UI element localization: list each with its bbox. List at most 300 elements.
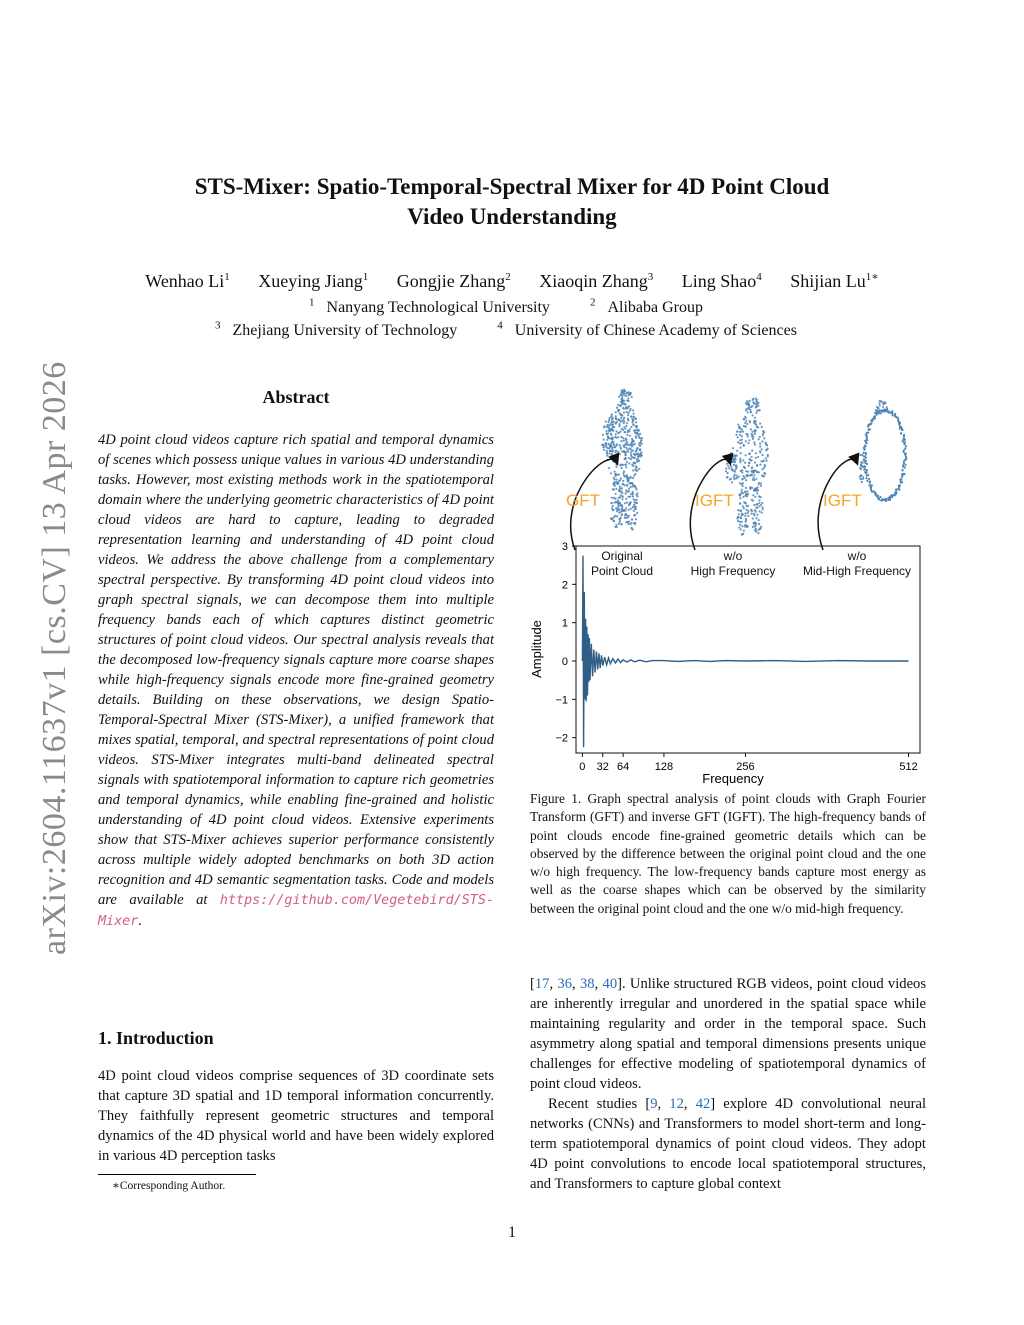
point: [741, 514, 743, 516]
point: [625, 466, 627, 468]
point: [622, 496, 624, 498]
point: [639, 437, 641, 439]
point: [615, 415, 617, 417]
point: [738, 527, 740, 529]
point: [623, 446, 625, 448]
point: [730, 452, 732, 454]
point: [625, 425, 627, 427]
point: [631, 527, 633, 529]
point: [634, 473, 636, 475]
x-axis-label: Frequency: [702, 771, 764, 786]
title-line-2: Video Understanding: [407, 204, 617, 229]
author-list: [60, 270, 964, 292]
point: [635, 466, 637, 468]
point: [747, 442, 749, 444]
point: [623, 411, 625, 413]
point: [611, 453, 613, 455]
point: [901, 476, 903, 478]
point: [624, 452, 626, 454]
point: [860, 461, 862, 463]
point: [903, 473, 905, 475]
point: [627, 431, 629, 433]
amplitude-line: [582, 556, 908, 748]
point: [630, 501, 632, 503]
point: [621, 414, 623, 416]
citation-link[interactable]: 36: [557, 976, 573, 992]
point: [875, 494, 877, 496]
point: [603, 439, 605, 441]
point: [633, 505, 635, 507]
point: [737, 436, 739, 438]
point: [620, 508, 622, 510]
point: [603, 449, 605, 451]
point: [739, 447, 741, 449]
point: [618, 423, 620, 425]
point: [756, 403, 758, 405]
point: [631, 518, 633, 520]
point: [891, 412, 893, 414]
point: [755, 412, 757, 414]
affiliation: [215, 322, 469, 339]
point: [730, 465, 732, 467]
point: [617, 453, 619, 455]
point: [763, 467, 765, 469]
point: [731, 461, 733, 463]
point: [755, 478, 757, 480]
point: [760, 526, 762, 528]
point: [628, 490, 630, 492]
author-mark: 1: [362, 271, 369, 283]
point: [742, 431, 744, 433]
point: [866, 469, 868, 471]
point: [632, 409, 634, 411]
point: [608, 421, 610, 423]
point: [740, 428, 742, 430]
point: [616, 510, 618, 512]
point: [730, 478, 732, 480]
point: [901, 429, 903, 431]
point: [605, 442, 607, 444]
point: [752, 438, 754, 440]
point: [638, 442, 640, 444]
point: [745, 521, 747, 523]
point: [616, 455, 618, 457]
point: [897, 488, 899, 490]
author-mark: 3: [647, 271, 654, 283]
affiliation-row: [60, 297, 964, 317]
panel-label-original-line2: Point Cloud: [590, 564, 654, 578]
code-link[interactable]: https://github.com/Vegetebird/STS-Mixer: [98, 893, 494, 929]
y-tick-label: −2: [555, 732, 568, 745]
point: [606, 455, 608, 457]
point: [741, 442, 743, 444]
point: [615, 475, 617, 477]
point: [755, 470, 757, 472]
point: [623, 392, 625, 394]
point: [749, 420, 751, 422]
point: [631, 482, 633, 484]
point: [619, 505, 621, 507]
point: [613, 520, 615, 522]
point: [727, 465, 729, 467]
point: [752, 526, 754, 528]
point: [754, 417, 756, 419]
affiliation-name: University of Chinese Academy of Sciences: [514, 322, 797, 340]
author: [539, 271, 653, 291]
point: [755, 420, 757, 422]
point: [615, 411, 617, 413]
citation-link[interactable]: 42: [695, 1096, 711, 1112]
point: [636, 492, 638, 494]
point: [620, 417, 622, 419]
point: [633, 514, 635, 516]
point: [617, 500, 619, 502]
point: [757, 456, 759, 458]
point: [870, 422, 872, 424]
point: [755, 452, 757, 454]
point: [606, 425, 608, 427]
point: [742, 496, 744, 498]
point: [613, 421, 615, 423]
x-axis-ticks: [579, 753, 917, 773]
point: [745, 487, 747, 489]
point: [624, 517, 626, 519]
point: [748, 465, 750, 467]
point: [748, 475, 750, 477]
point: [891, 414, 893, 416]
point: [618, 396, 620, 398]
point: [632, 450, 634, 452]
point: [610, 456, 612, 458]
point: [741, 521, 743, 523]
point: [759, 464, 761, 466]
point: [611, 439, 613, 441]
point: [631, 418, 633, 420]
point: [603, 426, 605, 428]
point: [866, 471, 868, 473]
point: [636, 432, 638, 434]
point: [737, 424, 739, 426]
point: [753, 504, 755, 506]
paragraph: Recent studies [9, 12, 42] explore 4D convolutional neural networks (CNNs) and Transformers to model short-term and long-term spatiotemporal dynamics of point cloud videos. They adopt 4D point convolutions to encode local spatiotemporal structures, and Transformers to capture global context: [530, 1096, 927, 1192]
point: [886, 406, 888, 408]
point: [621, 492, 623, 494]
affiliation-name: Nanyang Technological University: [326, 299, 550, 317]
x-tick-label: 512: [899, 761, 918, 773]
point: [628, 391, 630, 393]
point: [626, 441, 628, 443]
point: [625, 395, 627, 397]
point: [737, 520, 739, 522]
point: [621, 498, 623, 500]
point: [741, 491, 743, 493]
y-axis-label: Amplitude: [529, 620, 544, 678]
point: [632, 465, 634, 467]
author-mark: 1∗: [865, 271, 879, 283]
point: [743, 425, 745, 427]
point: [866, 480, 868, 482]
point: [626, 434, 628, 436]
point: [744, 512, 746, 514]
point: [743, 501, 745, 503]
point: [885, 498, 887, 500]
point: [761, 511, 763, 513]
paragraph-text: Recent studies [: [548, 1096, 651, 1112]
point: [861, 481, 863, 483]
point: [635, 437, 637, 439]
x-tick-label: 0: [579, 761, 586, 773]
point: [867, 474, 869, 476]
point: [627, 449, 629, 451]
point: [734, 471, 736, 473]
point: [606, 450, 608, 452]
point: [758, 529, 760, 531]
point: [627, 397, 629, 399]
point: [752, 517, 754, 519]
point: [758, 502, 760, 504]
point: [759, 445, 761, 447]
point: [630, 415, 632, 417]
point: [756, 490, 758, 492]
point: [880, 412, 882, 414]
point: [613, 446, 615, 448]
point: [868, 428, 870, 430]
point: [625, 507, 627, 509]
point: [756, 514, 758, 516]
point: [739, 510, 741, 512]
point: [728, 467, 730, 469]
point: [616, 464, 618, 466]
point: [756, 507, 758, 509]
point: [620, 477, 622, 479]
point: [873, 416, 875, 418]
affiliation-mark: 1: [309, 297, 315, 309]
point: [635, 421, 637, 423]
affiliation: [309, 299, 562, 316]
point: [608, 447, 610, 449]
point: [903, 462, 905, 464]
point: [749, 400, 751, 402]
point: [752, 477, 754, 479]
citation-link[interactable]: 17: [534, 976, 550, 992]
point: [620, 436, 622, 438]
point: [615, 479, 617, 481]
citation-link[interactable]: 38: [579, 976, 595, 992]
affiliation-name: Alibaba Group: [607, 299, 703, 317]
point: [745, 503, 747, 505]
point: [759, 436, 761, 438]
point: [761, 440, 763, 442]
point: [743, 475, 745, 477]
point: [895, 492, 897, 494]
point: [743, 444, 745, 446]
point: [620, 421, 622, 423]
point: [623, 509, 625, 511]
point: [629, 523, 631, 525]
point: [741, 489, 743, 491]
point: [734, 461, 736, 463]
point: [753, 472, 755, 474]
citation-link[interactable]: 12: [669, 1096, 684, 1112]
point: [610, 472, 612, 474]
point: [623, 475, 625, 477]
point: [622, 464, 624, 466]
point: [613, 497, 615, 499]
point: [612, 517, 614, 519]
point: [739, 521, 741, 523]
point: [632, 444, 634, 446]
author: [397, 271, 511, 291]
point: [761, 502, 763, 504]
point: [751, 474, 753, 476]
point: [860, 475, 862, 477]
panel-label-wo-midhigh-line1: w/o: [847, 549, 867, 563]
point: [636, 427, 638, 429]
footnote-rule: [98, 1174, 256, 1175]
point: [739, 434, 741, 436]
point: [741, 478, 743, 480]
author: [682, 271, 762, 291]
point: [626, 501, 628, 503]
point: [617, 451, 619, 453]
point: [629, 496, 631, 498]
point: [755, 511, 757, 513]
point: [861, 454, 863, 456]
point: [734, 459, 736, 461]
point: [627, 516, 629, 518]
point: [742, 482, 744, 484]
point: [875, 409, 877, 411]
point: [738, 513, 740, 515]
point: [741, 471, 743, 473]
point: [739, 431, 741, 433]
point: [628, 394, 630, 396]
point: [636, 469, 638, 471]
point: [758, 523, 760, 525]
point: [621, 487, 623, 489]
point: [630, 452, 632, 454]
point: [900, 432, 902, 434]
point: [621, 403, 623, 405]
point: [747, 471, 749, 473]
affiliation-row: [60, 320, 964, 340]
point: [622, 400, 624, 402]
point: [752, 479, 754, 481]
point: [759, 450, 761, 452]
point: [756, 426, 758, 428]
point: [620, 393, 622, 395]
citation-link[interactable]: 9: [650, 1096, 658, 1112]
point: [904, 447, 906, 449]
point: [611, 446, 613, 448]
point: [863, 460, 865, 462]
point: [760, 504, 762, 506]
point: [625, 493, 627, 495]
point: [637, 447, 639, 449]
point: [630, 508, 632, 510]
point: [898, 424, 900, 426]
point: [608, 467, 610, 469]
point: [624, 431, 626, 433]
point: [754, 444, 756, 446]
point: [752, 398, 754, 400]
point: [634, 508, 636, 510]
point: [731, 481, 733, 483]
point: [618, 490, 620, 492]
point: [904, 467, 906, 469]
point: [758, 409, 760, 411]
point: [636, 512, 638, 514]
point: [761, 426, 763, 428]
point: [736, 450, 738, 452]
point: [626, 400, 628, 402]
point: [751, 456, 753, 458]
point: [878, 402, 880, 404]
author-name: Xueying Jiang: [258, 271, 363, 291]
y-tick-label: 1: [561, 617, 568, 630]
point: [758, 471, 760, 473]
point: [626, 461, 628, 463]
point: [612, 483, 614, 485]
point: [747, 510, 749, 512]
point: [611, 497, 613, 499]
point: [630, 486, 632, 488]
point: [760, 485, 762, 487]
point: [759, 510, 761, 512]
paper-title: [100, 172, 924, 232]
point: [898, 485, 900, 487]
point: [745, 433, 747, 435]
point: [763, 472, 765, 474]
point: [633, 510, 635, 512]
citation-link[interactable]: 40: [602, 976, 618, 992]
point: [763, 437, 765, 439]
point: [888, 411, 890, 413]
point: [740, 452, 742, 454]
point: [637, 454, 639, 456]
point: [865, 452, 867, 454]
paragraph: [17, 36, 38, 40]. Unlike structured RGB videos, point cloud videos are inherently irregular and unordered in the spatial space while maintaining regularity and order in the temporal space. Such asymmetry along spatial and temporal dimensions presents unique challenges for effective modeling of spatiotemporal dynamics of point cloud videos.: [530, 976, 927, 1092]
point: [736, 431, 738, 433]
point: [761, 474, 763, 476]
point: [868, 478, 870, 480]
point: [902, 451, 904, 453]
affiliation-mark: 4: [497, 320, 503, 332]
point: [638, 444, 640, 446]
point: [623, 426, 625, 428]
author-name: Ling Shao: [681, 271, 757, 291]
point: [860, 464, 862, 466]
point: [754, 496, 756, 498]
point: [618, 497, 620, 499]
point: [863, 452, 865, 454]
y-tick-label: −1: [555, 694, 568, 707]
point: [754, 529, 756, 531]
point: [745, 494, 747, 496]
point: [762, 434, 764, 436]
point: [609, 428, 611, 430]
author-name: Shijian Lu: [790, 271, 866, 291]
point: [762, 506, 764, 508]
point: [883, 410, 885, 412]
point: [895, 489, 897, 491]
point: [747, 493, 749, 495]
x-tick-label: 128: [654, 761, 674, 773]
point: [612, 505, 614, 507]
point: [749, 452, 751, 454]
point: [755, 524, 757, 526]
point: [622, 472, 624, 474]
